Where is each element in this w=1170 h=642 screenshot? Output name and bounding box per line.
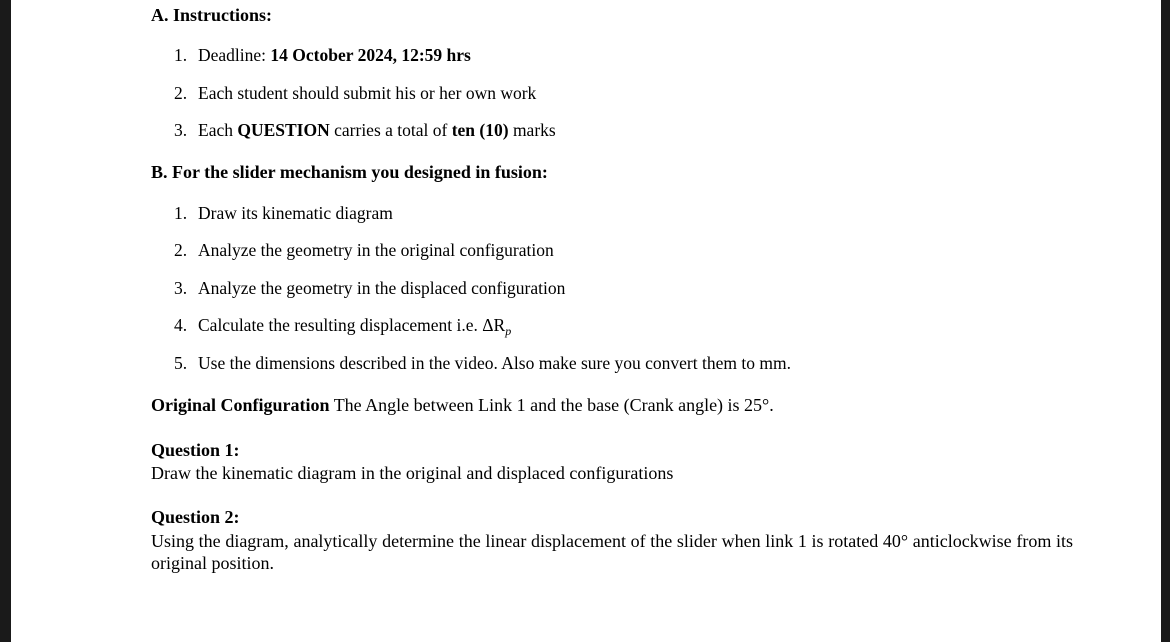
item-text: Use the dimensions described in the video. Also make sure you convert them to mm. xyxy=(198,353,791,373)
item-number: 3. xyxy=(174,278,188,298)
item-text: Analyze the geometry in the original configuration xyxy=(198,240,554,260)
item-text: Each student should submit his or her own work xyxy=(198,83,537,103)
document-page xyxy=(11,0,1161,642)
item-bold-question: QUESTION xyxy=(237,120,330,140)
item-text: Analyze the geometry in the displaced configuration xyxy=(198,278,566,298)
original-configuration-paragraph xyxy=(151,395,774,416)
section-b-item-1 xyxy=(174,203,393,224)
item-text: Draw its kinematic diagram xyxy=(198,203,393,223)
deadline-value: 14 October 2024, 12:59 hrs xyxy=(270,45,471,65)
item-text: marks xyxy=(508,120,556,140)
original-configuration-text: The Angle between Link 1 and the base (Crank angle) is 25°. xyxy=(329,395,774,415)
item-text: Each xyxy=(198,120,238,140)
section-b-item-2 xyxy=(174,240,554,261)
section-a-item-3 xyxy=(174,120,556,141)
section-a-heading: A. Instructions: xyxy=(151,5,273,25)
item-number: 5. xyxy=(174,353,188,373)
subscript-p: p xyxy=(505,324,512,338)
question-1-heading: Question 1: xyxy=(151,440,240,460)
item-text: Calculate the resulting displacement i.e. ΔR xyxy=(198,315,506,335)
item-number: 1. xyxy=(174,203,188,223)
item-text: carries a total of xyxy=(329,120,452,140)
item-number: 4. xyxy=(174,315,188,335)
section-b-heading: B. For the slider mechanism you designed in fusion: xyxy=(151,162,548,182)
item-number: 1. xyxy=(174,45,188,65)
original-configuration-label: Original Configuration xyxy=(151,395,330,415)
section-b-item-3 xyxy=(174,278,565,299)
section-a-item-2 xyxy=(174,83,536,104)
item-bold-marks: ten (10) xyxy=(451,120,509,140)
section-a-item-1 xyxy=(174,45,471,66)
section-b-item-4 xyxy=(174,315,511,339)
item-number: 3. xyxy=(174,120,188,140)
item-text: Deadline: xyxy=(198,45,271,65)
section-b-item-5 xyxy=(174,353,791,374)
item-number: 2. xyxy=(174,240,188,260)
question-2-text: Using the diagram, analytically determine the linear displacement of the slider when link 1 is rotated 40° anticlockwise from its original position. xyxy=(151,531,1073,573)
question-1-text: Draw the kinematic diagram in the original and displaced configurations xyxy=(151,463,674,483)
question-2-heading: Question 2: xyxy=(151,507,240,527)
item-number: 2. xyxy=(174,83,188,103)
